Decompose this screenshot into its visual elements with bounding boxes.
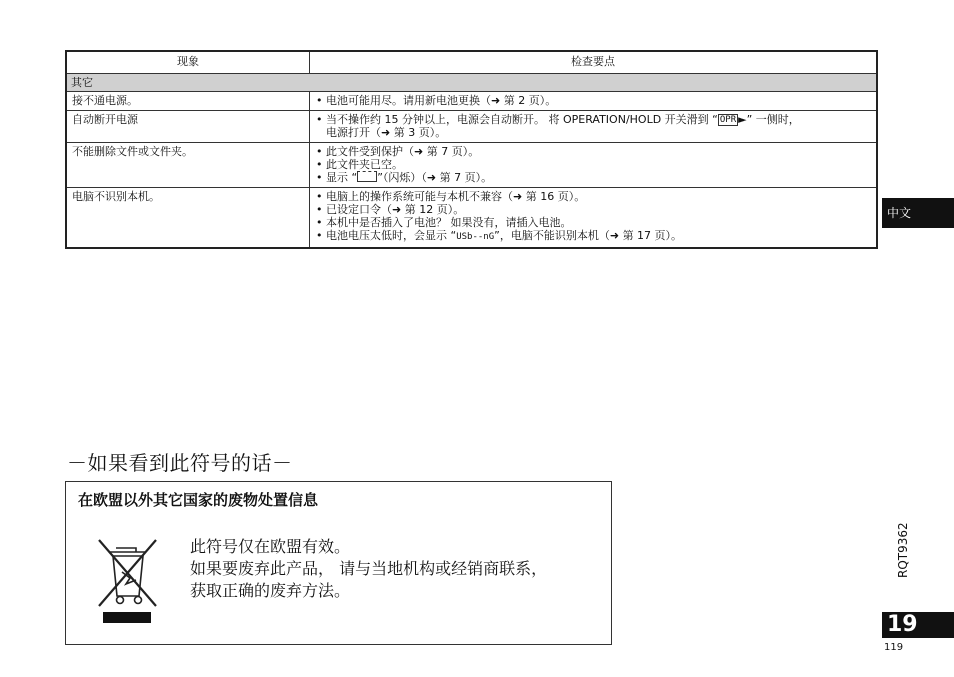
checkpoint-item: • 此文件受到保护（➜ 第 7 页）。 (315, 145, 871, 158)
page-sub-number: 119 (884, 642, 904, 653)
disposal-info-box (65, 481, 612, 645)
arrow-right-icon: ➜ (392, 203, 402, 216)
header-checkpoint: 检查要点 (310, 51, 878, 74)
table-header-row (66, 51, 877, 74)
section-label: 其它 (66, 74, 877, 92)
table-row (66, 143, 877, 188)
header-symptom: 现象 (66, 51, 310, 74)
table-row (66, 92, 877, 111)
symptom-cell: 接不通电源。 (66, 92, 310, 111)
symptom-cell: 自动断开电源 (66, 111, 310, 143)
checkpoint-item: • 电池电压太低时，会显示 “USb--nG”，电脑不能识别本机（➜ 第 17 页）。 (315, 229, 871, 244)
disposal-info-text: 此符号仅在欧盟有效。 如果要废弃此产品， 请与当地机构或经销商联系， 获取正确的废弃方法。 (190, 537, 548, 600)
checkpoint-item: • 显示 “ ”（闪烁）（➜ 第 7 页）。 (315, 171, 871, 184)
page-number: 19 (882, 612, 954, 638)
troubleshooting-table (65, 50, 878, 249)
section-row (66, 74, 877, 92)
checkpoint-cell (310, 188, 878, 249)
arrow-right-icon: ➜ (426, 171, 437, 184)
checkpoint-item: • 当不操作约 15 分钟以上，电源会自动断开。 将 OPERATION/HOLD 开关滑到 “ OPR ►” 一侧时， 电源打开（➜ 第 3 页）。 (315, 113, 871, 139)
table-row (66, 188, 877, 249)
arrow-right-icon: ➜ (381, 126, 391, 139)
language-tab: 中文 (882, 198, 954, 228)
checkpoint-item: • 本机中是否插入了电池？ 如果没有，请插入电池。 (315, 216, 871, 229)
checkpoint-item: • 此文件夹已空。 (315, 158, 871, 171)
arrow-right-icon: ➜ (513, 190, 523, 203)
model-code: RQT9362 (896, 522, 910, 578)
symbol-warning-heading: －如果看到此符号的话－ (67, 451, 293, 475)
crossed-out-wheelie-bin-icon (96, 538, 160, 624)
disposal-info-title: 在欧盟以外其它国家的废物处置信息 (78, 491, 319, 509)
checkpoint-cell (310, 111, 878, 143)
checkpoint-cell (310, 92, 878, 111)
arrow-right-icon: ➜ (414, 145, 424, 158)
checkpoint-item: • 电池可能用尽。请用新电池更换（➜ 第 2 页）。 (315, 94, 871, 107)
arrow-right-icon: ➜ (491, 94, 501, 107)
play-triangle-icon: ► (738, 113, 747, 126)
table-row (66, 111, 877, 143)
checkpoint-item: • 电脑上的操作系统可能与本机不兼容（➜ 第 16 页）。 (315, 190, 871, 203)
opr-display-icon: OPR (719, 115, 737, 125)
checkpoint-item: • 已设定口令（➜ 第 12 页）。 (315, 203, 871, 216)
blank-display-icon (357, 171, 377, 182)
symptom-cell: 不能删除文件或文件夹。 (66, 143, 310, 188)
usb-ng-display-icon: USb--nG (456, 232, 495, 242)
checkpoint-cell (310, 143, 878, 188)
symptom-cell: 电脑不识别本机。 (66, 188, 310, 249)
arrow-right-icon: ➜ (609, 229, 620, 242)
